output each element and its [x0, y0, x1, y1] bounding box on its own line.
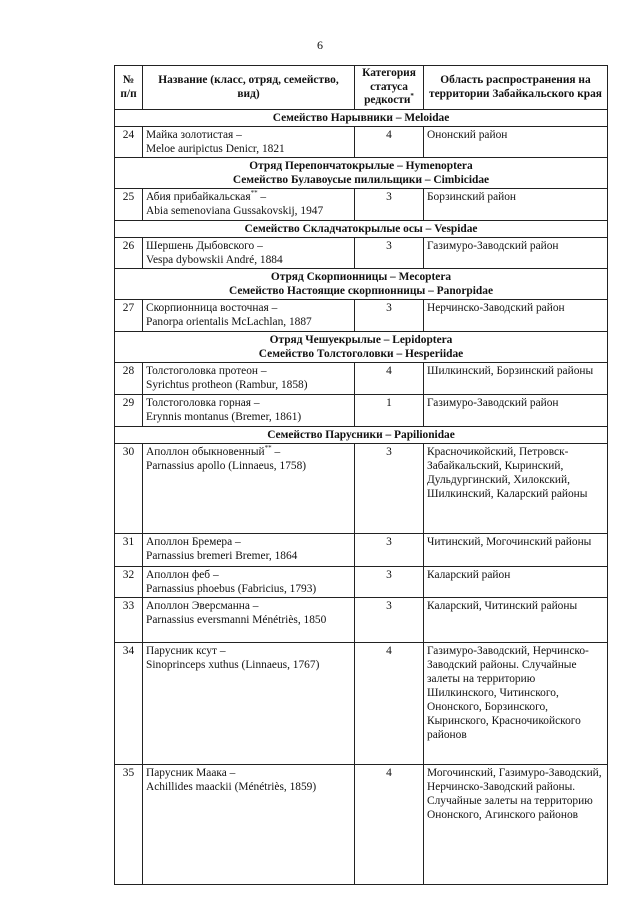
section-row — [115, 332, 608, 363]
species-name-mark: ** — [250, 189, 258, 198]
species-name-ru — [146, 128, 351, 142]
species-name-ru — [146, 190, 351, 204]
species-name-dash: – — [257, 191, 267, 203]
header-category-label: Категория статуса редкости — [362, 67, 416, 107]
species-name-ru — [146, 364, 351, 378]
page-number: 6 — [317, 38, 323, 52]
species-category: 1 — [355, 395, 424, 427]
species-category: 3 — [355, 598, 424, 643]
section-heading-line: Семейство Настоящие скорпионницы – Panorpidae — [228, 285, 494, 297]
species-name-ru — [146, 239, 351, 253]
section-heading-line: Отряд Чешуекрылые – Lepidoptera — [269, 334, 453, 346]
section-row — [115, 221, 608, 238]
species-name-ru-text: Майка золотистая – — [146, 129, 242, 141]
rare-species-table — [114, 65, 608, 885]
section-heading-line: Отряд Скорпионницы – Mecoptera — [270, 271, 452, 283]
header-area: Область распространения на территории Забайкальского края — [424, 66, 608, 110]
species-category: 4 — [355, 363, 424, 395]
species-category: 3 — [355, 300, 424, 332]
species-name — [143, 765, 355, 885]
species-name — [143, 598, 355, 643]
table-row — [115, 300, 608, 332]
species-number: 35 — [115, 765, 143, 885]
species-name-ru — [146, 568, 351, 582]
species-category: 3 — [355, 238, 424, 269]
section-heading — [115, 110, 608, 127]
species-name-latin: Parnassius phoebus (Fabricius, 1793) — [146, 583, 317, 595]
species-name-ru — [146, 301, 351, 315]
species-name-ru-text: Толстоголовка протеон – — [146, 365, 267, 377]
species-name-ru — [146, 445, 351, 459]
section-heading-line: Семейство Нарывники – Meloidae — [272, 112, 450, 124]
species-area: Газимуро-Заводский район — [424, 238, 608, 269]
species-name-latin: Abia semenoviana Gussakovskij, 1947 — [146, 205, 324, 217]
section-row — [115, 427, 608, 444]
species-name — [143, 567, 355, 598]
species-name — [143, 643, 355, 765]
table-row — [115, 363, 608, 395]
species-name-ru-text: Аполлон феб – — [146, 569, 219, 581]
species-area: Шилкинский, Борзинский районы — [424, 363, 608, 395]
header-category — [355, 66, 424, 110]
header-name: Название (класс, отряд, семейство, вид) — [143, 66, 355, 110]
species-name-latin: Syrichtus protheon (Rambur, 1858) — [146, 379, 308, 391]
species-category: 4 — [355, 127, 424, 158]
section-row — [115, 269, 608, 300]
species-name-latin: Parnassius apollo (Linnaeus, 1758) — [146, 460, 307, 472]
species-name-ru — [146, 396, 351, 410]
species-name — [143, 363, 355, 395]
species-name-mark: ** — [264, 444, 272, 453]
species-name-latin: Sinoprinceps xuthus (Linnaeus, 1767) — [146, 659, 320, 671]
species-area: Нерчинско-Заводский район — [424, 300, 608, 332]
species-name-ru-text: Аполлон Эверсманна – — [146, 600, 259, 612]
species-number: 24 — [115, 127, 143, 158]
species-area: Ононский район — [424, 127, 608, 158]
species-name — [143, 127, 355, 158]
species-area: Красночикойский, Петровск-Забайкальский, Кыринский, Дульдургинский, Хилокский, Шилкинский, Каларский районы — [424, 444, 608, 534]
species-area: Каларский район — [424, 567, 608, 598]
species-number: 31 — [115, 534, 143, 567]
species-area: Газимуро-Заводский, Нерчинско-Заводский районы. Случайные залеты на территорию Шилкинского, Читинского, Ононского, Борзинского, Кыринского, Красночикойского районов — [424, 643, 608, 765]
species-name-ru — [146, 766, 351, 780]
species-name-ru-text: Скорпионница восточная – — [146, 302, 278, 314]
species-category: 4 — [355, 765, 424, 885]
species-name-latin: Meloe auripictus Denicr, 1821 — [146, 143, 285, 155]
species-name-latin: Erynnis montanus (Bremer, 1861) — [146, 411, 302, 423]
species-name-ru-text: Парусник ксут – — [146, 645, 226, 657]
section-heading — [115, 427, 608, 444]
species-number: 34 — [115, 643, 143, 765]
section-heading — [115, 158, 608, 189]
species-name-ru — [146, 535, 351, 549]
table-row — [115, 567, 608, 598]
species-name-latin: Parnassius bremeri Bremer, 1864 — [146, 550, 298, 562]
table-row — [115, 189, 608, 221]
species-area: Читинский, Могочинский районы — [424, 534, 608, 567]
header-category-mark: * — [410, 92, 414, 101]
species-area: Каларский, Читинский районы — [424, 598, 608, 643]
species-name — [143, 238, 355, 269]
species-name-ru-text: Толстоголовка горная – — [146, 397, 260, 409]
section-heading-line: Семейство Булавоусые пилильщики – Cimbicidae — [232, 174, 490, 186]
species-name-latin: Panorpa orientalis McLachlan, 1887 — [146, 316, 312, 328]
table-row — [115, 444, 608, 534]
species-name — [143, 189, 355, 221]
table-row — [115, 127, 608, 158]
section-heading — [115, 332, 608, 363]
table-row — [115, 598, 608, 643]
species-area: Могочинский, Газимуро-Заводский, Нерчинско-Заводский районы. Случайные залеты на территорию Ононского, Агинского районов — [424, 765, 608, 885]
species-name-ru-text: Абия прибайкальская — [146, 191, 251, 203]
species-number: 29 — [115, 395, 143, 427]
table-header-row — [115, 66, 608, 110]
table-row — [115, 765, 608, 885]
table-row — [115, 534, 608, 567]
species-number: 33 — [115, 598, 143, 643]
species-name-ru-text: Шершень Дыбовского – — [146, 240, 263, 252]
section-row — [115, 158, 608, 189]
section-heading-line: Семейство Складчатокрылые осы – Vespidae — [244, 223, 478, 235]
section-heading — [115, 269, 608, 300]
table-row — [115, 643, 608, 765]
species-number: 32 — [115, 567, 143, 598]
section-heading-line: Семейство Толстоголовки – Hesperiidae — [258, 348, 464, 360]
species-name — [143, 395, 355, 427]
species-name-latin: Achillides maackii (Ménétriès, 1859) — [146, 781, 317, 793]
table-body — [115, 110, 608, 885]
species-number: 26 — [115, 238, 143, 269]
species-number: 30 — [115, 444, 143, 534]
species-name — [143, 300, 355, 332]
species-name-ru-text: Парусник Маака – — [146, 767, 236, 779]
species-category: 4 — [355, 643, 424, 765]
species-name-ru-text: Аполлон Бремера – — [146, 536, 241, 548]
header-number: № п/п — [115, 66, 143, 110]
species-name — [143, 444, 355, 534]
section-heading — [115, 221, 608, 238]
species-name-ru — [146, 599, 351, 613]
section-heading-line: Семейство Парусники – Papilionidae — [267, 429, 455, 441]
species-area: Борзинский район — [424, 189, 608, 221]
species-category: 3 — [355, 567, 424, 598]
species-number: 28 — [115, 363, 143, 395]
species-name — [143, 534, 355, 567]
species-number: 27 — [115, 300, 143, 332]
species-area: Газимуро-Заводский район — [424, 395, 608, 427]
species-number: 25 — [115, 189, 143, 221]
section-row — [115, 110, 608, 127]
table-row — [115, 395, 608, 427]
species-category: 3 — [355, 534, 424, 567]
species-category: 3 — [355, 444, 424, 534]
species-name-ru-text: Аполлон обыкновенный — [146, 446, 265, 458]
species-name-dash: – — [271, 446, 281, 458]
section-heading-line: Отряд Перепончатокрылые – Hymenoptera — [249, 160, 473, 172]
species-name-ru — [146, 644, 351, 658]
species-name-latin: Vespa dybowskii André, 1884 — [146, 254, 283, 266]
species-category: 3 — [355, 189, 424, 221]
species-name-latin: Parnassius eversmanni Ménétriès, 1850 — [146, 614, 327, 626]
table-row — [115, 238, 608, 269]
